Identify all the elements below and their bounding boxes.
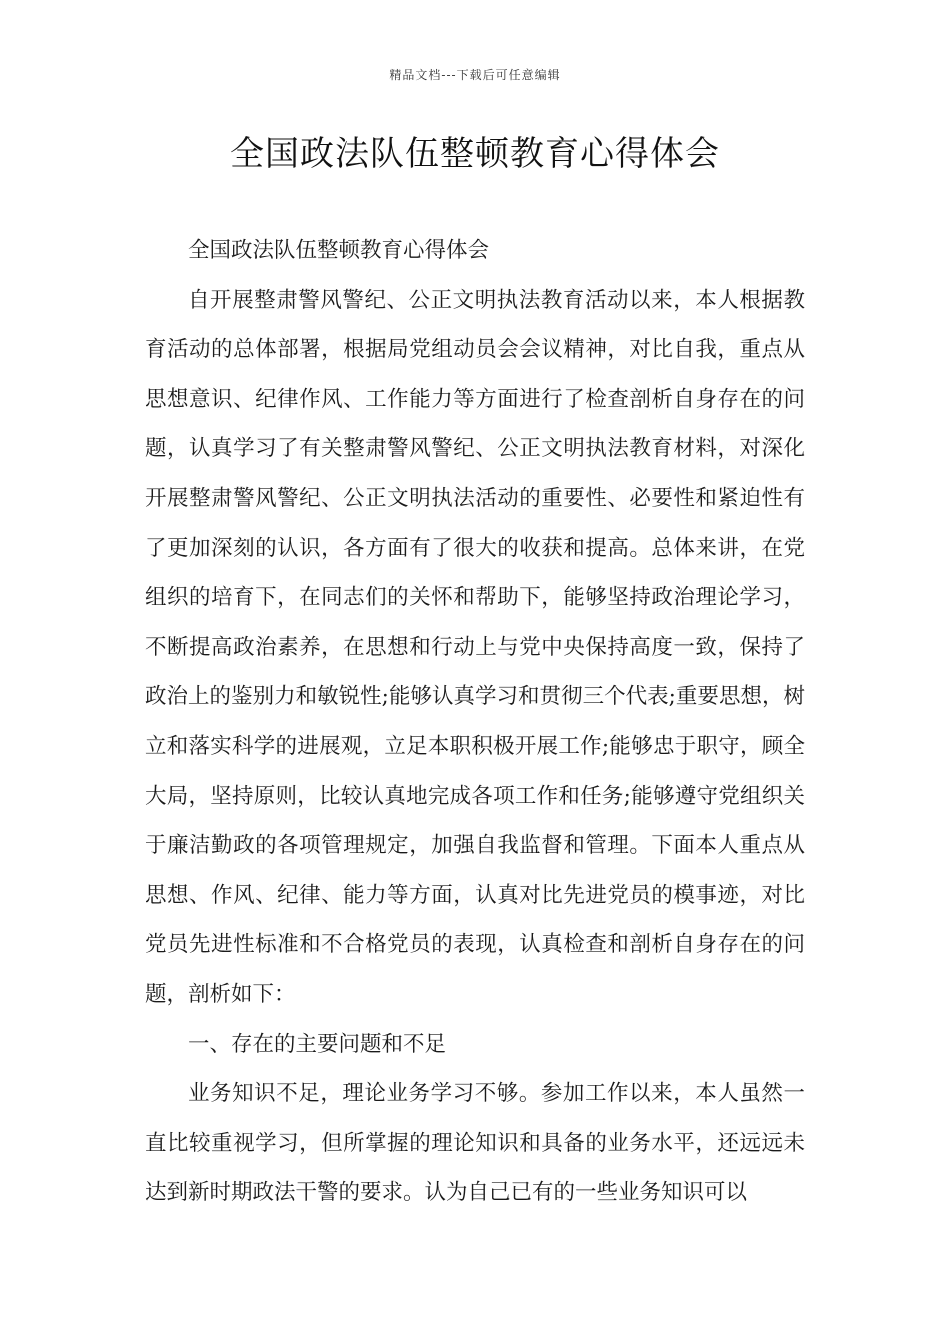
document-title: 全国政法队伍整顿教育心得体会 — [230, 134, 720, 174]
header-note: 精品文档---下载后可任意编辑 — [389, 68, 561, 82]
paragraph-section-heading: 一、存在的主要问题和不足 — [188, 1031, 447, 1057]
paragraph-intro: 自开展整肃警风警纪、公正文明执法教育活动以来，本人根据教育活动的总体部署，根据局党组动员会会议精神，对比自我，重点从思想意识、纪律作风、工作能力等方面进行了检查剖析自身存在的问题，认真学习了有关整肃警风警纪、公正文明执法教育材料，对深化开展整肃警风警纪、公正文明执法活动的重要性、必要性和紧迫性有了更加深刻的认识，各方面有了很大的收获和提高。总体来讲，在党组织的培育下，在同志们的关怀和帮助下，能够坚持政治理论学习，不断提高政治素养，在思想和行动上与党中央保持高度一致，保持了政治上的鉴别力和敏锐性;能够认真学习和贯彻三个代表;重要思想，树立和落实科学的进展观，立足本职积极开展工作;能够忠于职守，顾全大局，坚持原则，比较认真地完成各项工作和任务;能够遵守党组织关于廉洁勤政的各项管理规定，加强自我监督和管理。下面本人重点从思想、作风、纪律、能力等方面，认真对比先进党员的模事迹，对比党员先进性标准和不合格党员的表现，认真检查和剖析自身存在的问题，剖析如下： — [145, 287, 805, 1007]
paragraph-section-body: 业务知识不足，理论业务学习不够。参加工作以来，本人虽然一直比较重视学习，但所掌握的理论知识和具备的业务水平，还远远未达到新时期政法干警的要求。认为自己已有的一些业务知识可以 — [145, 1081, 805, 1206]
paragraph-subtitle: 全国政法队伍整顿教育心得体会 — [188, 238, 490, 263]
document-body — [145, 226, 805, 1218]
